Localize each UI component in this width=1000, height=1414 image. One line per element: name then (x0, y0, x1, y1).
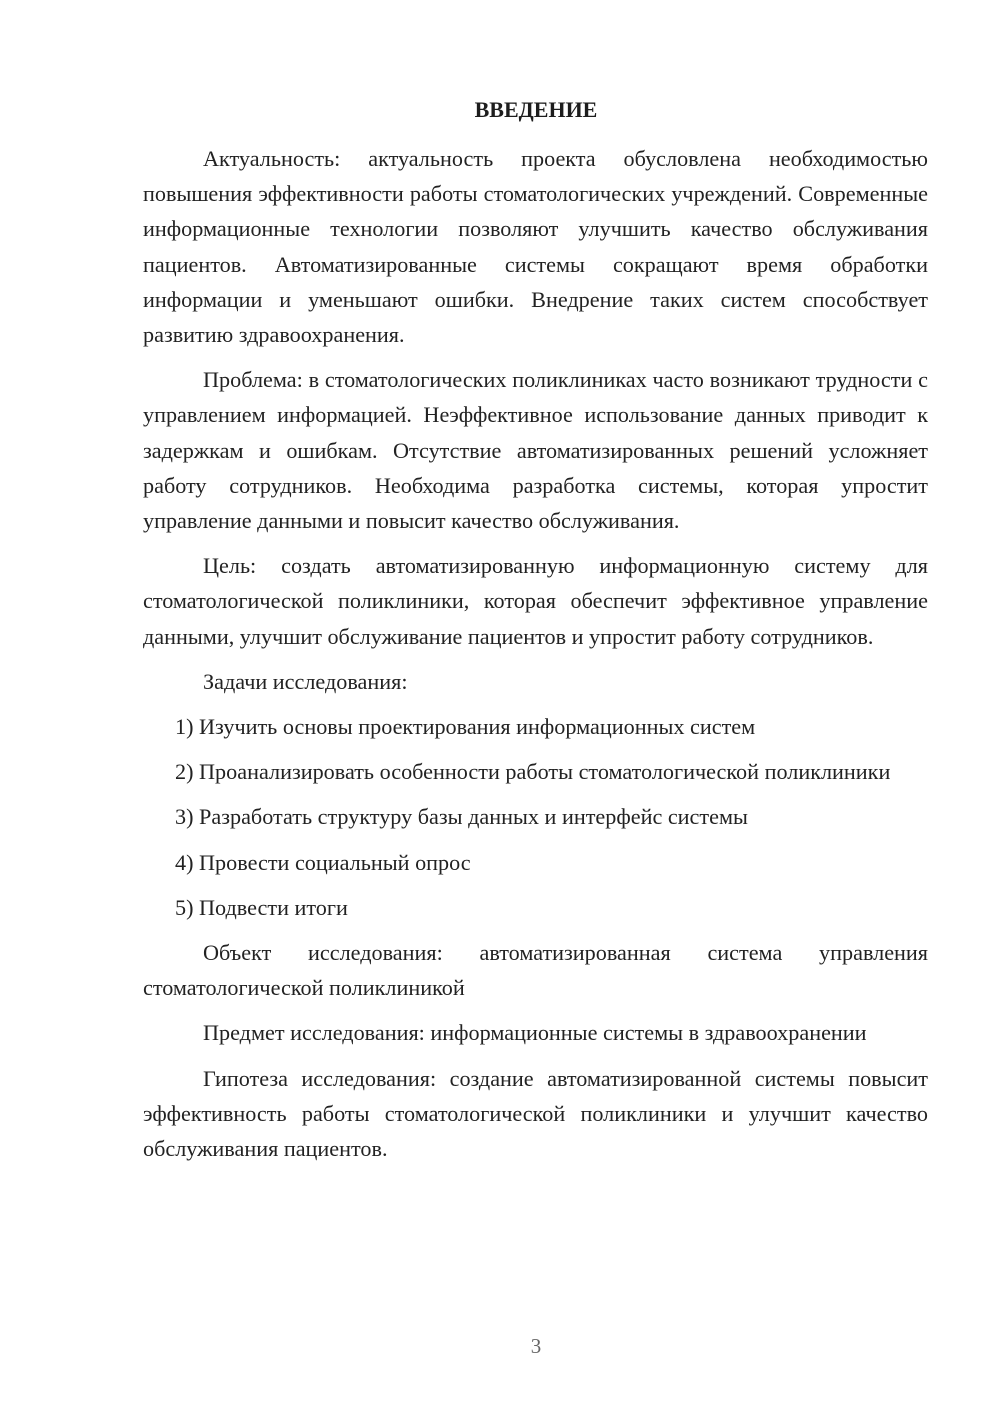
research-subject-paragraph: Предмет исследования: информационные системы в здравоохранении (203, 1020, 867, 1046)
goal-paragraph: Цель: создать автоматизированную информационную систему для стоматологической поликлиники, которая обеспечит эффективное управление данными, улучшит обслуживание пациентов и упростит работу сотрудников. (143, 553, 928, 649)
task-item-3: 3) Разработать структуру базы данных и интерфейс системы (175, 804, 748, 830)
task-item-4: 4) Провести социальный опрос (175, 849, 471, 875)
task-item-2: 2) Проанализировать особенности работы стоматологической поликлиники (175, 759, 891, 785)
problem-paragraph: Проблема: в стоматологических поликлиниках часто возникают трудности с управлением информацией. Неэффективное использование данных приводит к задержкам и ошибкам. Отсутствие автоматизированных решений усложняет работу сотрудников. Необходима разработка системы, которая упростит управление данными и повысит качество обслуживания. (143, 367, 928, 534)
relevance-paragraph: Актуальность: актуальность проекта обусловлена необходимостью повышения эффективности работы стоматологических учреждений. Современные информационные технологии позволяют улучшить качество обслуживания пациентов. Автоматизированные системы сокращают время обработки информации и уменьшают ошибки. Внедрение таких систем способствует развитию здравоохранения. (143, 146, 928, 348)
research-object-paragraph: Объект исследования: автоматизированная система управления стоматологической поликлиникой (143, 940, 928, 1001)
task-item-1: 1) Изучить основы проектирования информационных систем (175, 714, 756, 740)
research-hypothesis-paragraph: Гипотеза исследования: создание автоматизированной системы повысит эффективность работы стоматологической поликлиники и улучшит качество обслуживания пациентов. (143, 1065, 928, 1162)
task-item-5: 5) Подвести итоги (175, 894, 348, 920)
page-title: ВВЕДЕНИЕ (474, 97, 598, 122)
tasks-heading: Задачи исследования: (203, 668, 408, 694)
page-number: 3 (530, 1334, 542, 1358)
document-body (143, 141, 928, 1176)
